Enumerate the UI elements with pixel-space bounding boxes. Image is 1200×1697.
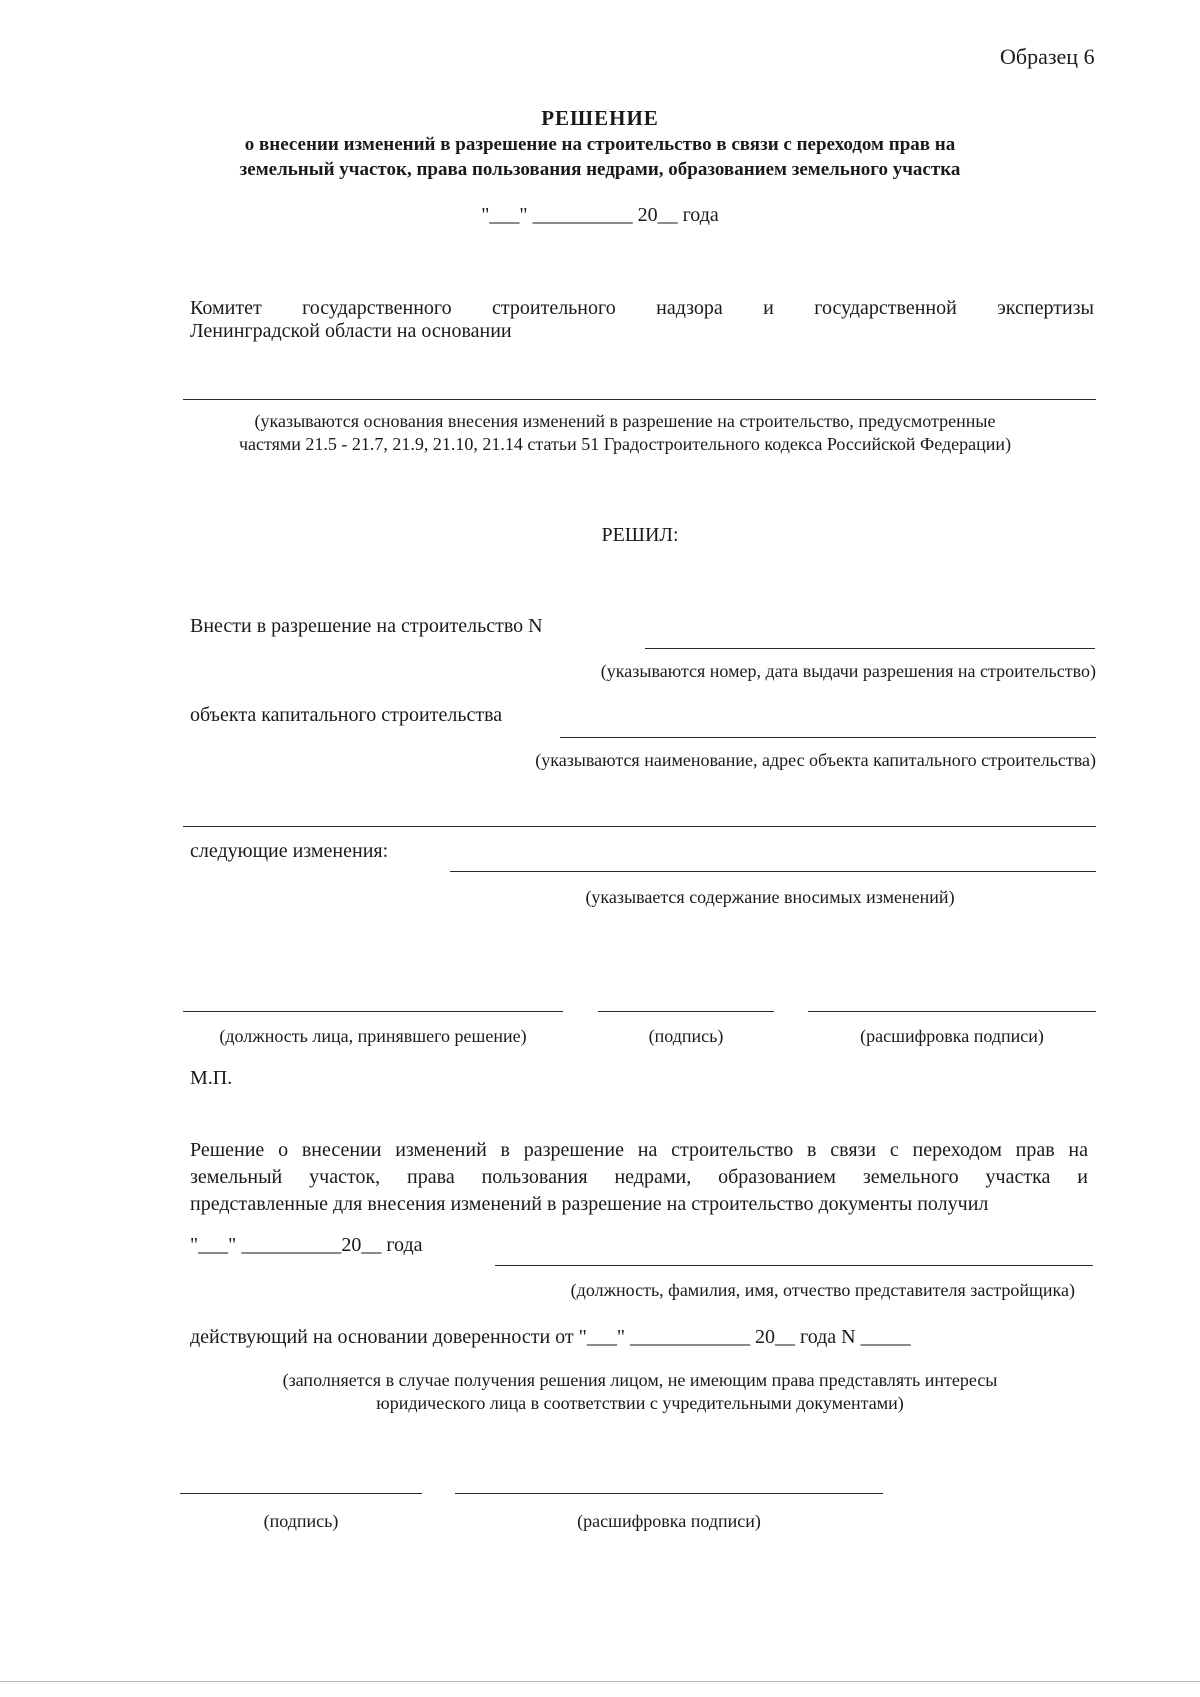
proxy-hint-line2: юридического лица в соответствии с учредительными документами) (376, 1393, 904, 1413)
object-label: объекта капитального строительства (190, 704, 503, 726)
document-subtitle-line1: о внесении изменений в разрешение на строительство в связи с переходом прав на (244, 134, 956, 155)
changes-input-line[interactable] (450, 871, 1096, 872)
received-text-line2: земельный участок, права пользования недрами, образованием земельного участка и (190, 1166, 1088, 1188)
committee-text-line2: Ленинградской области на основании (190, 320, 512, 342)
changes-hint: (указывается содержание вносимых изменений) (585, 887, 955, 907)
received-text-line3: представленные для внесения изменений в разрешение на строительство документы получил (190, 1193, 989, 1215)
permit-number-input-line[interactable] (645, 648, 1095, 649)
position-input-line[interactable] (183, 1011, 563, 1012)
proxy-line: действующий на основании доверенности от "___" ____________ 20__ года N _____ (190, 1326, 911, 1348)
representative-input-line[interactable] (495, 1265, 1093, 1266)
grounds-hint-line2: частями 21.5 - 21.7, 21.9, 21.10, 21.14 статьи 51 Градостроительного кодекса Российской Федерации) (238, 434, 1012, 454)
transcript-input-line[interactable] (808, 1011, 1096, 1012)
received-text-line1: Решение о внесении изменений в разрешение на строительство в связи с переходом прав на (190, 1139, 1088, 1161)
grounds-hint-line1: (указываются основания внесения изменений в разрешение на строительство, предусмотренные (254, 411, 996, 431)
scan-edge-divider (0, 1681, 1200, 1682)
final-transcript-hint: (расшифровка подписи) (577, 1511, 761, 1531)
representative-hint: (должность, фамилия, имя, отчество представителя застройщика) (570, 1280, 1075, 1300)
committee-text-line1: Комитет государственного строительного надзора и государственной экспертизы (190, 297, 1094, 319)
received-date-line: "___" __________20__ года (190, 1234, 423, 1256)
document-subtitle-line2: земельный участок, права пользования недрами, образованием земельного участка (239, 159, 961, 180)
sample-label: Образец 6 (1000, 44, 1095, 69)
proxy-hint-line1: (заполняется в случае получения решения лицом, не имеющим права представлять интересы (282, 1370, 998, 1390)
final-transcript-input-line[interactable] (455, 1493, 883, 1494)
grounds-input-line[interactable] (183, 399, 1096, 400)
signature-hint: (подпись) (648, 1026, 724, 1046)
permit-hint: (указываются номер, дата выдачи разрешения на строительство) (600, 661, 1096, 681)
document-date-line: "___" __________ 20__ года (481, 204, 719, 226)
document-title: РЕШЕНИЕ (541, 106, 659, 130)
decided-heading: РЕШИЛ: (601, 524, 679, 546)
permit-label: Внести в разрешение на строительство N (190, 615, 543, 637)
stamp-label: М.П. (190, 1067, 233, 1089)
signature-input-line[interactable] (598, 1011, 774, 1012)
object-extra-input-line[interactable] (183, 826, 1096, 827)
position-hint: (должность лица, принявшего решение) (219, 1026, 527, 1046)
object-input-line[interactable] (560, 737, 1096, 738)
final-signature-hint: (подпись) (263, 1511, 339, 1531)
changes-label: следующие изменения: (190, 840, 389, 862)
object-hint: (указываются наименование, адрес объекта капитального строительства) (535, 750, 1096, 770)
final-signature-input-line[interactable] (180, 1493, 422, 1494)
transcript-hint: (расшифровка подписи) (860, 1026, 1044, 1046)
